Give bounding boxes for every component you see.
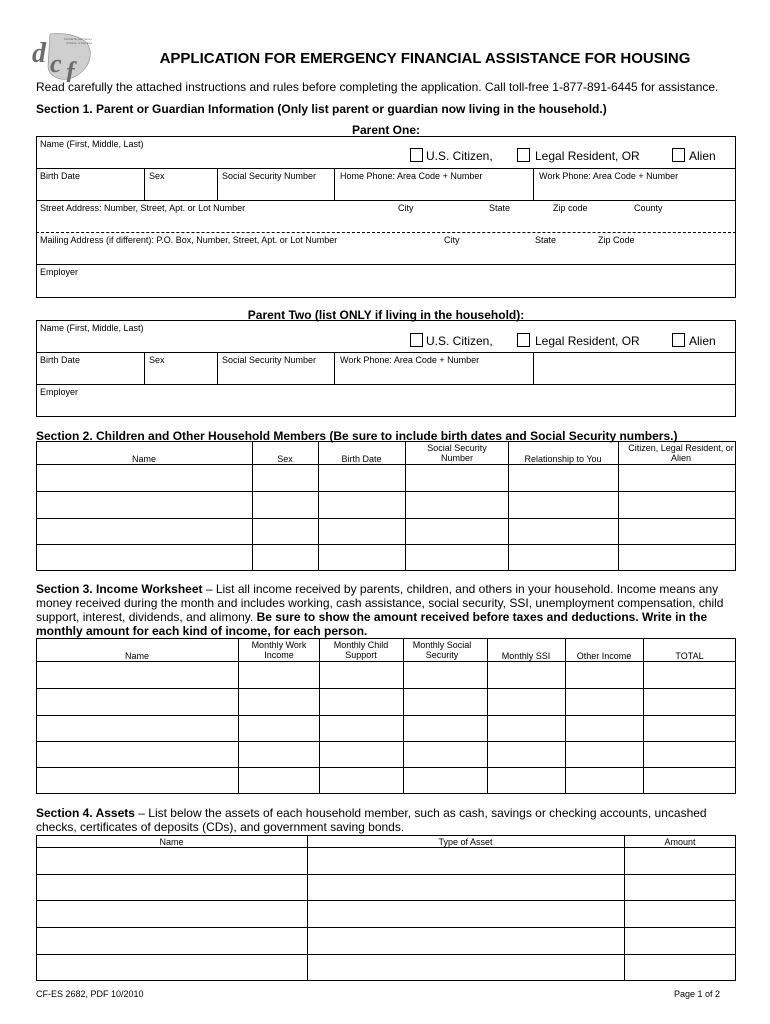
s4-col-name: Name — [159, 837, 184, 847]
p2-name-label: Name (First, Middle, Last) — [40, 323, 144, 333]
s3-col-name: Name — [124, 651, 149, 661]
svg-text:c: c — [50, 49, 62, 78]
s2-col-citizen-status: Citizen, Legal Resident, or Alien — [628, 443, 734, 463]
s3-col-work-income: Monthly Work Income — [251, 640, 307, 660]
p1-work-phone-label: Work Phone: Area Code + Number — [539, 171, 679, 181]
section4-title: Section 4. Assets — [36, 806, 135, 820]
p1-home-phone-label: Home Phone: Area Code + Number — [340, 171, 483, 181]
p2-alien-checkbox[interactable] — [672, 333, 685, 347]
p2-us-citizen-checkbox[interactable] — [410, 333, 423, 347]
section3-heading — [36, 582, 736, 638]
intro-text: Read carefully the attached instructions and rules before completing the application. Call toll-free 1-877-891-6445 for assistance. — [36, 80, 719, 94]
s2-col-relationship: Relationship to You — [524, 454, 602, 464]
svg-text:Florida Department of: Florida Department of — [64, 37, 92, 41]
p2-legal-resident-label: Legal Resident, OR — [535, 334, 640, 348]
s3-col-ssi: Monthly SSI — [501, 651, 551, 661]
dcf-logo — [30, 30, 92, 82]
p2-sex-label: Sex — [149, 355, 165, 365]
s2-col-birth-date: Birth Date — [341, 454, 382, 464]
p1-name-label: Name (First, Middle, Last) — [40, 139, 144, 149]
p1-birth-date-label: Birth Date — [40, 171, 81, 181]
p2-work-phone-label: Work Phone: Area Code + Number — [340, 355, 480, 365]
s3-col-child-support: Monthly Child Support — [333, 640, 389, 660]
p1-county-label: County — [634, 203, 663, 213]
p1-us-citizen-label: U.S. Citizen, — [426, 149, 493, 163]
section3-emphasis: Be sure to show the amount received before taxes and deductions. Write in the monthly amount for each kind of income, for each person. — [36, 610, 708, 638]
svg-text:d: d — [32, 38, 46, 69]
s3-col-social-security: Monthly Social Security — [412, 640, 472, 660]
p2-ssn-label: Social Security Number — [222, 355, 317, 365]
section1-heading: Section 1. Parent or Guardian Information (Only list parent or guardian now living in the household.) — [36, 102, 607, 116]
assets-table — [36, 835, 736, 981]
section3-text: – List all income received by parents, children, and others in your household. Income means any money received during the month and includes working, cash assistance, social security, SSI, unemployment compensation, child support, interest, dividends, and alimony. — [36, 582, 724, 624]
p2-employer-label: Employer — [40, 387, 79, 397]
section4-heading — [36, 806, 736, 834]
s2-col-ssn: Social Security Number — [427, 443, 487, 463]
p1-mail-state-label: State — [535, 235, 557, 245]
p2-legal-resident-checkbox[interactable] — [517, 333, 530, 347]
p2-us-citizen-label: U.S. Citizen, — [426, 334, 493, 348]
p1-sex-label: Sex — [149, 171, 165, 181]
s2-col-sex: Sex — [277, 454, 293, 464]
svg-text:Children & Families: Children & Families — [66, 41, 92, 45]
p1-us-citizen-checkbox[interactable] — [410, 148, 423, 162]
p1-ssn-label: Social Security Number — [222, 171, 317, 181]
s4-col-type-of-asset: Type of Asset — [438, 837, 493, 847]
parent-one-heading: Parent One: — [351, 123, 420, 137]
p2-alien-label: Alien — [689, 334, 716, 348]
p1-alien-label: Alien — [689, 149, 716, 163]
p1-employer-label: Employer — [40, 267, 79, 277]
form-id: CF-ES 2682, PDF 10/2010 — [36, 989, 144, 999]
p1-mailing-label: Mailing Address (if different): P.O. Box, Number, Street, Apt. or Lot Number — [40, 235, 338, 245]
s3-col-total: TOTAL — [675, 651, 704, 661]
s3-col-other-income: Other Income — [576, 651, 632, 661]
p1-mail-zip-label: Zip Code — [598, 235, 635, 245]
p1-alien-checkbox[interactable] — [672, 148, 685, 162]
s4-col-amount: Amount — [664, 837, 696, 847]
page-number: Page 1 of 2 — [674, 989, 721, 999]
p1-zip-label: Zip code — [553, 203, 588, 213]
p1-legal-resident-label: Legal Resident, OR — [535, 149, 640, 163]
parent-two-heading: Parent Two (list ONLY if living in the household): — [247, 308, 525, 322]
svg-text:f: f — [66, 57, 75, 82]
p1-mail-city-label: City — [444, 235, 460, 245]
section4-text: – List below the assets of each household member, such as cash, savings or checking accounts, uncashed checks, certificates of deposits (CDs), and government saving bonds. — [36, 806, 707, 834]
section2-heading: Section 2. Children and Other Household Members (Be sure to include birth dates and Social Security numbers.) — [36, 429, 678, 443]
p2-birth-date-label: Birth Date — [40, 355, 81, 365]
p1-legal-resident-checkbox[interactable] — [517, 148, 530, 162]
s2-col-name: Name — [131, 454, 156, 464]
form-title: APPLICATION FOR EMERGENCY FINANCIAL ASSISTANCE FOR HOUSING — [159, 50, 691, 67]
p1-state-label: State — [489, 203, 511, 213]
section3-title: Section 3. Income Worksheet — [36, 582, 203, 596]
p1-street-label: Street Address: Number, Street, Apt. or Lot Number — [40, 203, 246, 213]
p1-city-label: City — [398, 203, 414, 213]
